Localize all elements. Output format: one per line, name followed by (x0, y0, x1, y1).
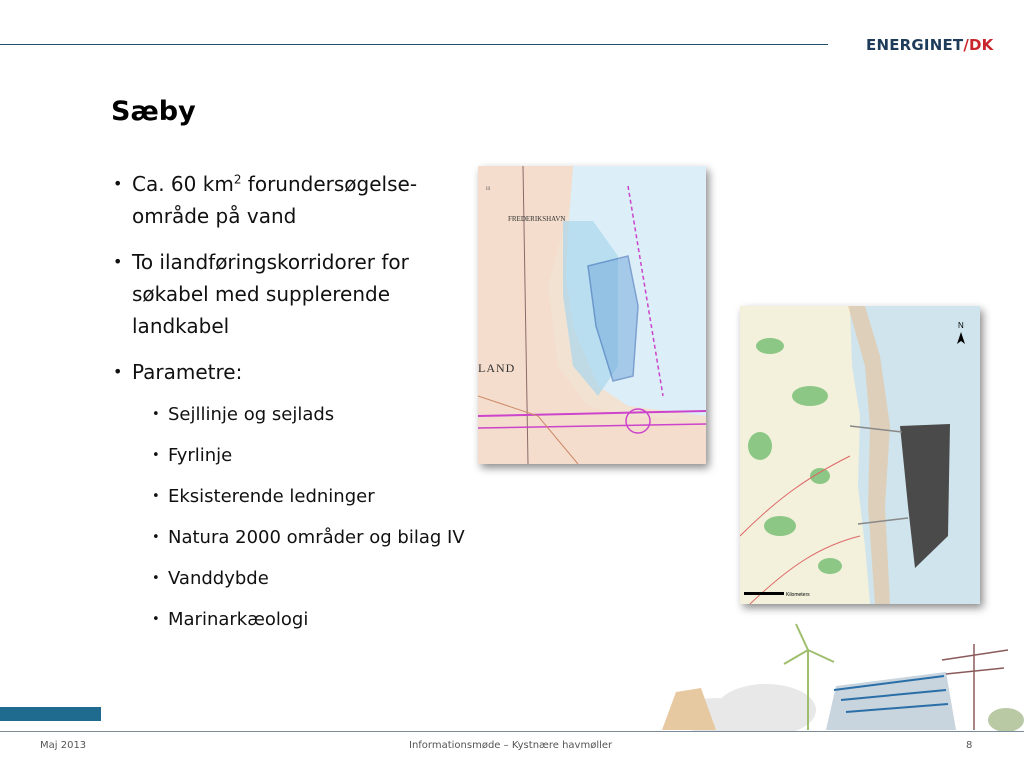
page-number: 8 (966, 740, 973, 751)
parameter-list (152, 402, 465, 648)
bullet-area (112, 168, 472, 232)
logo-text-main: ENERGINET (866, 36, 964, 54)
bullet-area-text: Ca. 60 km (132, 172, 234, 196)
header-rule (0, 44, 828, 45)
map-region-label: LAND (478, 361, 516, 375)
bullet-parameters: • Parametre: (112, 356, 472, 388)
energy-illustration (656, 620, 1024, 732)
svg-text:lll: lll (486, 187, 491, 192)
logo-text (866, 36, 993, 54)
project-area-graphic (740, 306, 980, 604)
slide-title: Sæby (111, 96, 196, 127)
energinet-logo (866, 30, 994, 60)
parameter-item: • Marinarkæologi (152, 607, 465, 633)
parameter-item: • Vanddybde (152, 566, 465, 592)
nautical-chart-graphic (478, 166, 706, 464)
footer-title: Informationsmøde – Kystnære havmøller (409, 740, 613, 751)
project-area-map (740, 306, 980, 604)
map-town-label: FREDERIKSHAVN (508, 215, 566, 223)
parameter-item: • Sejllinje og sejlads (152, 402, 465, 428)
scale-bar-label: Kilometers (786, 592, 810, 598)
parameter-item: • Eksisterende ledninger (152, 484, 465, 510)
north-arrow-label: N (958, 321, 964, 330)
parameter-item: • Fyrlinje (152, 443, 465, 469)
parameter-item: • Natura 2000 områder og bilag IV (152, 525, 465, 551)
logo-text-suffix: /DK (963, 36, 994, 54)
footer-rule (0, 731, 1024, 732)
footer-date: Maj 2013 (40, 740, 87, 751)
bullet-area-text-rest: forundersøgelse-område på vand (132, 172, 418, 228)
bullet-corridors: • To ilandføringskorridorer for søkabel med supplerende landkabel (112, 246, 472, 342)
bullet-area-sup: 2 (233, 172, 242, 187)
main-bullet-list (112, 168, 472, 402)
nautical-chart-map (478, 166, 706, 464)
accent-bar (0, 707, 101, 721)
